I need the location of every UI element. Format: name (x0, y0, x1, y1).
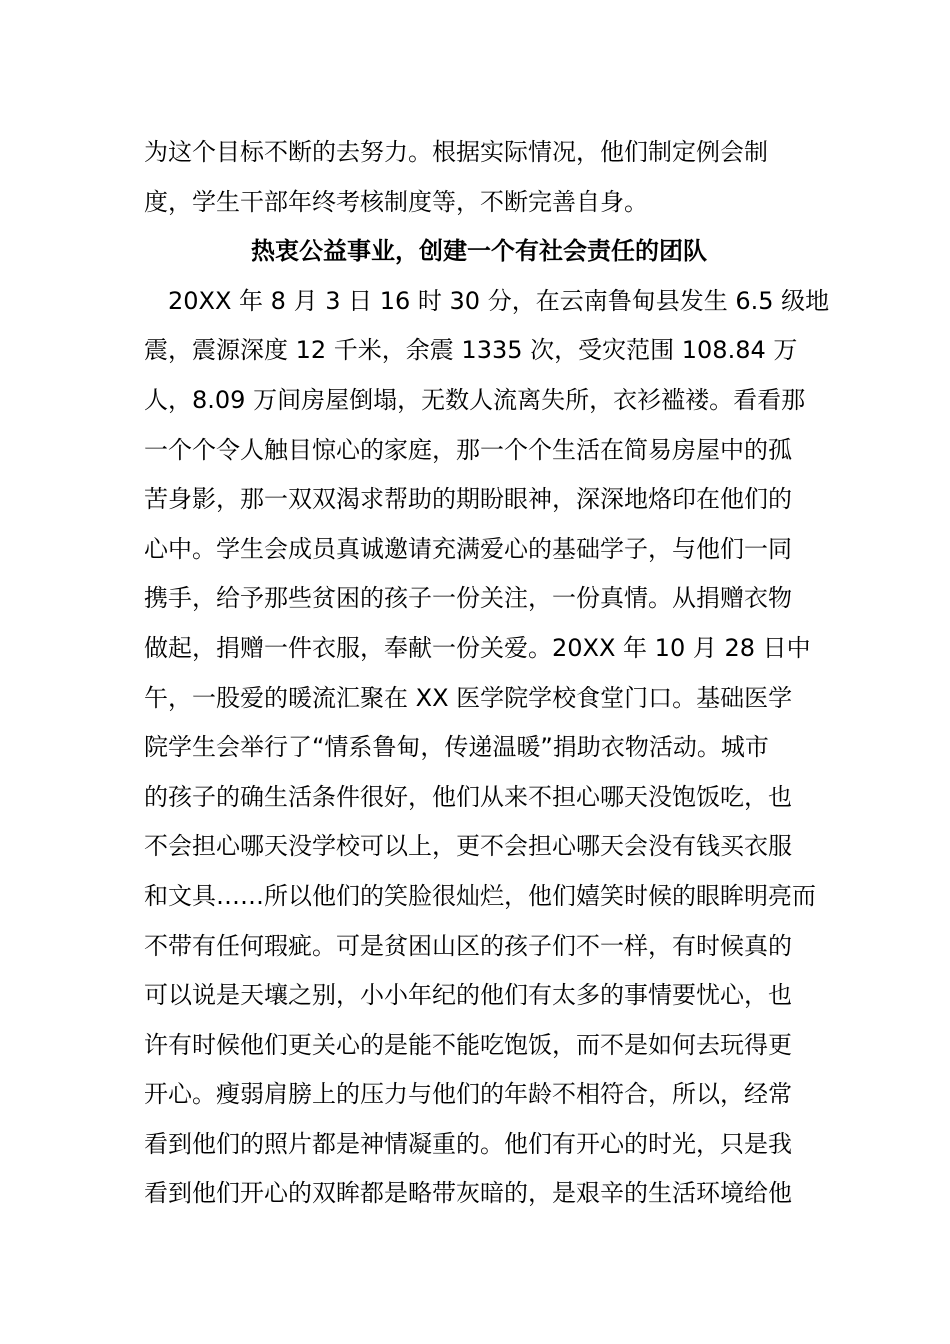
paragraph-line: 携手，给予那些贫困的孩子一份关注，一份真情。从捐赠衣物 (144, 584, 792, 613)
paragraph-line: 看到他们的照片都是神情凝重的。他们有开心的时光，只是我 (144, 1129, 792, 1158)
paragraph-line: 震，震源深度 12 千米，余震 1335 次，受灾范围 108.84 万 (144, 336, 798, 365)
paragraph-line: 20XX 年 8 月 3 日 16 时 30 分，在云南鲁甸县发生 6.5 级地 (144, 286, 830, 315)
paragraph-line: 可以说是天壤之别，小小年纪的他们有太多的事情要忧心，也 (144, 981, 792, 1010)
paragraph-line: 不带有任何瑕疵。可是贫困山区的孩子们不一样，有时候真的 (144, 931, 792, 960)
paragraph-line: 的孩子的确生活条件很好，他们从来不担心哪天没饱饭吃，也 (144, 782, 792, 811)
intro-line-2: 度，学生干部年终考核制度等，不断完善自身。 (144, 187, 648, 216)
paragraph-line: 午，一股爱的暖流汇聚在 XX 医学院学校食堂门口。基础医学 (144, 683, 793, 712)
paragraph-line: 和文具……所以他们的笑脸很灿烂，他们嬉笑时候的眼眸明亮而 (144, 881, 816, 910)
paragraph-line: 人，8.09 万间房屋倒塌，无数人流离失所，衣衫褴褛。看看那 (144, 385, 806, 414)
paragraph-line: 一个个令人触目惊心的家庭，那一个个生活在简易房屋中的孤 (144, 435, 792, 464)
paragraph-line: 开心。瘦弱肩膀上的压力与他们的年龄不相符合，所以，经常 (144, 1080, 792, 1109)
paragraph-line: 心中。学生会成员真诚邀请充满爱心的基础学子，与他们一同 (144, 534, 792, 563)
paragraph-line: 看到他们开心的双眸都是略带灰暗的，是艰辛的生活环境给他 (144, 1179, 792, 1208)
paragraph-line: 苦身影，那一双双渴求帮助的期盼眼神，深深地烙印在他们的 (144, 485, 792, 514)
document-body (144, 128, 830, 1219)
paragraph-line: 不会担心哪天没学校可以上，更不会担心哪天会没有钱买衣服 (144, 832, 792, 861)
intro-line-1: 为这个目标不断的去努力。根据实际情况，他们制定例会制 (144, 138, 768, 166)
paragraph-line: 院学生会举行了“情系鲁甸，传递温暖”捐助衣物活动。城市 (144, 733, 769, 762)
section-heading: 热衷公益事业，创建一个有社会责任的团队 (251, 237, 707, 266)
paragraph-line: 许有时候他们更关心的是能不能吃饱饭，而不是如何去玩得更 (144, 1030, 792, 1059)
paragraph-line: 做起，捐赠一件衣服，奉献一份关爱。20XX 年 10 月 28 日中 (144, 633, 811, 662)
